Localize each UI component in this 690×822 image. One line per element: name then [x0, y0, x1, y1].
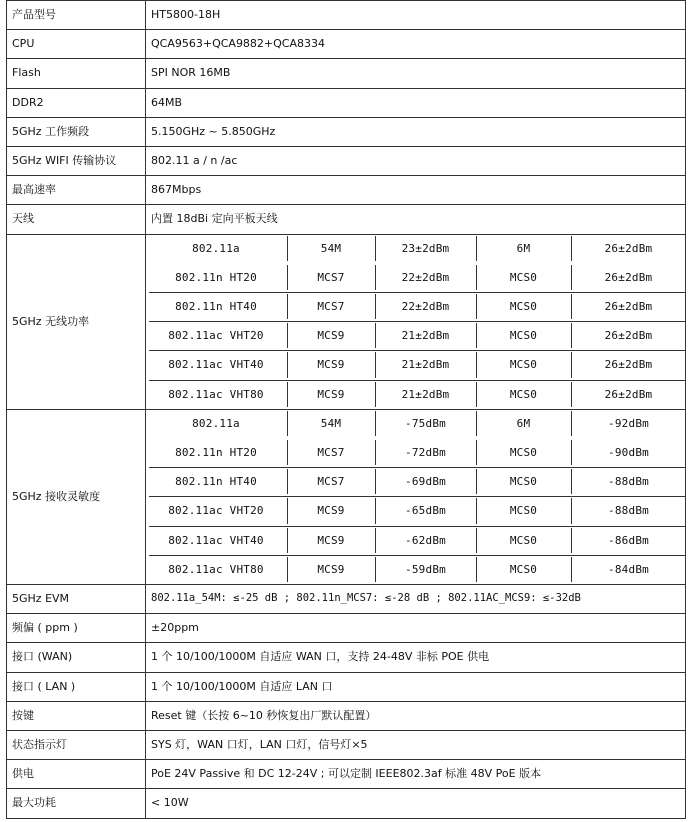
sensitivity-table-cell: -62dBm [405, 533, 446, 547]
power-table-cell: 26±2dBm [604, 300, 653, 314]
power-table-cell: MCS0 [509, 358, 538, 372]
column-divider [287, 469, 288, 494]
sensitivity-table-cell: -88dBm [608, 504, 649, 518]
column-divider [476, 440, 477, 465]
column-divider [145, 788, 146, 817]
spec-label: 接口 ( LAN ) [12, 679, 76, 693]
column-divider [375, 323, 376, 348]
spec-value: ±20ppm [151, 621, 199, 635]
power-table-cell: MCS9 [317, 358, 345, 372]
sensitivity-table-cell: MCS7 [317, 446, 345, 460]
column-divider [571, 352, 572, 377]
column-divider [476, 411, 477, 436]
column-divider [476, 469, 477, 494]
power-table-cell: MCS0 [509, 270, 538, 284]
sensitivity-table-cell: MCS0 [509, 562, 538, 576]
column-divider [571, 294, 572, 319]
sensitivity-table-cell: 54M [320, 416, 342, 430]
column-divider [476, 236, 477, 261]
column-divider [375, 265, 376, 290]
power-table-cell: 6M [516, 241, 531, 255]
spec-label: 产品型号 [12, 8, 56, 22]
column-divider [287, 352, 288, 377]
column-divider [571, 265, 572, 290]
column-divider [145, 613, 146, 642]
power-table-cell: 21±2dBm [401, 329, 450, 343]
column-divider [476, 528, 477, 553]
sensitivity-table-cell: MCS7 [317, 475, 345, 489]
spec-value: 64MB [151, 95, 183, 109]
power-table-cell: 21±2dBm [401, 387, 450, 401]
spec-value: 802.11a_54M: ≤-25 dB ; 802.11n_MCS7: ≤-28 dB ; 802.11AC_MCS9: ≤-32dB [151, 592, 581, 605]
column-divider [476, 323, 477, 348]
sensitivity-table-label: 5GHz 接收灵敏度 [12, 489, 101, 503]
sensitivity-table-cell: -69dBm [405, 475, 446, 489]
power-table-cell: 26±2dBm [604, 329, 653, 343]
spec-label: DDR2 [12, 95, 44, 109]
sensitivity-table-cell: -88dBm [608, 475, 649, 489]
spec-value: 867Mbps [151, 183, 202, 197]
column-divider [287, 411, 288, 436]
column-divider [476, 382, 477, 407]
column-divider [145, 146, 146, 175]
column-divider [476, 265, 477, 290]
column-divider [375, 411, 376, 436]
column-divider [685, 0, 686, 819]
column-divider [287, 323, 288, 348]
power-table-cell: 802.11a [192, 241, 240, 255]
column-divider [476, 294, 477, 319]
sensitivity-table-cell: MCS0 [509, 446, 538, 460]
spec-value: HT5800-18H [151, 8, 221, 22]
spec-value: 5.150GHz ~ 5.850GHz [151, 124, 276, 138]
sensitivity-table-cell: MCS9 [317, 562, 345, 576]
column-divider [375, 469, 376, 494]
sensitivity-table-cell: -75dBm [405, 416, 446, 430]
column-divider [145, 29, 146, 58]
spec-label: 接口 (WAN) [12, 650, 73, 664]
power-table-cell: MCS0 [509, 387, 538, 401]
spec-label: 按键 [12, 708, 34, 722]
column-divider [287, 498, 288, 523]
power-table-cell: 22±2dBm [401, 300, 450, 314]
column-divider [571, 236, 572, 261]
power-table-cell: 26±2dBm [604, 387, 653, 401]
column-divider [375, 528, 376, 553]
spec-value: 内置 18dBi 定向平板天线 [151, 212, 278, 226]
power-table-cell: 802.11n HT40 [175, 300, 257, 314]
column-divider [375, 236, 376, 261]
spec-value: Reset 键（长按 6~10 秒恢复出厂默认配置） [151, 708, 377, 722]
sensitivity-table-cell: MCS0 [509, 475, 538, 489]
column-divider [145, 730, 146, 759]
sensitivity-table-cell: 6M [516, 416, 531, 430]
power-table-cell: 23±2dBm [401, 241, 450, 255]
sensitivity-table-cell: -72dBm [405, 446, 446, 460]
column-divider [145, 88, 146, 117]
sensitivity-table-cell: 802.11n HT20 [175, 446, 257, 460]
power-table-cell: MCS9 [317, 387, 345, 401]
column-divider [145, 175, 146, 204]
power-table-cell: 26±2dBm [604, 358, 653, 372]
sensitivity-table-cell: MCS9 [317, 504, 345, 518]
power-table-cell: MCS0 [509, 300, 538, 314]
column-divider [375, 382, 376, 407]
spec-label: 频偏 ( ppm ) [12, 621, 78, 635]
column-divider [287, 382, 288, 407]
spec-label: Flash [12, 66, 41, 80]
sensitivity-table-cell: 802.11a [192, 416, 240, 430]
spec-label: 天线 [12, 212, 34, 226]
spec-value: 1 个 10/100/1000M 自适应 LAN 口 [151, 679, 333, 693]
sensitivity-table-cell: 802.11ac VHT80 [168, 562, 264, 576]
sensitivity-table-cell: -59dBm [405, 562, 446, 576]
sensitivity-table-cell: -90dBm [608, 446, 649, 460]
sensitivity-table-cell: 802.11ac VHT40 [168, 533, 264, 547]
column-divider [476, 498, 477, 523]
power-table-cell: MCS0 [509, 329, 538, 343]
spec-label: 状态指示灯 [12, 738, 67, 752]
column-divider [287, 265, 288, 290]
spec-value: SPI NOR 16MB [151, 66, 231, 80]
column-divider [287, 440, 288, 465]
power-table-cell: 54M [320, 241, 342, 255]
power-table-label: 5GHz 无线功率 [12, 314, 90, 328]
spec-label: 5GHz EVM [12, 592, 70, 606]
column-divider [145, 642, 146, 671]
column-divider [145, 701, 146, 730]
sensitivity-table-cell: MCS9 [317, 533, 345, 547]
spec-label: 5GHz 工作频段 [12, 124, 90, 138]
column-divider [375, 498, 376, 523]
column-divider [476, 352, 477, 377]
spec-label: 最高速率 [12, 183, 56, 197]
sensitivity-table-cell: -84dBm [608, 562, 649, 576]
sensitivity-table-cell: -65dBm [405, 504, 446, 518]
column-divider [476, 557, 477, 582]
spec-label: 5GHz WIFI 传输协议 [12, 154, 117, 168]
power-table-cell: 22±2dBm [401, 270, 450, 284]
spec-label: CPU [12, 37, 35, 51]
row-divider [6, 818, 686, 819]
column-divider [375, 440, 376, 465]
spec-value: 802.11 a / n /ac [151, 154, 238, 168]
column-divider [571, 323, 572, 348]
power-table-cell: 26±2dBm [604, 270, 653, 284]
column-divider [375, 294, 376, 319]
column-divider [145, 759, 146, 788]
power-table-cell: 802.11n HT20 [175, 270, 257, 284]
sensitivity-table-cell: -86dBm [608, 533, 649, 547]
column-divider [571, 440, 572, 465]
sensitivity-table-cell: MCS0 [509, 504, 538, 518]
sensitivity-table-cell: 802.11ac VHT20 [168, 504, 264, 518]
spec-label: 最大功耗 [12, 796, 56, 810]
sensitivity-table-cell: MCS0 [509, 533, 538, 547]
column-divider [375, 557, 376, 582]
spec-value: QCA9563+QCA9882+QCA8334 [151, 37, 326, 51]
sensitivity-table-cell: 802.11n HT40 [175, 475, 257, 489]
column-divider [145, 0, 146, 29]
column-divider [287, 294, 288, 319]
column-divider [571, 498, 572, 523]
spec-label: 供电 [12, 767, 34, 781]
power-table-cell: 21±2dBm [401, 358, 450, 372]
power-table-cell: MCS9 [317, 329, 345, 343]
power-table-cell: 26±2dBm [604, 241, 653, 255]
spec-table [6, 0, 686, 820]
spec-value: PoE 24V Passive 和 DC 12-24V ; 可以定制 IEEE802.3af 标准 48V PoE 版本 [151, 767, 542, 781]
power-table-cell: MCS7 [317, 270, 345, 284]
spec-value: 1 个 10/100/1000M 自适应 WAN 口，支持 24-48V 非标 POE 供电 [151, 650, 490, 664]
column-divider [571, 469, 572, 494]
column-divider [571, 411, 572, 436]
power-table-cell: MCS7 [317, 300, 345, 314]
power-table-cell: 802.11ac VHT80 [168, 387, 264, 401]
column-divider [571, 382, 572, 407]
column-divider [145, 584, 146, 613]
power-table-cell: 802.11ac VHT40 [168, 358, 264, 372]
column-divider [571, 528, 572, 553]
column-divider [6, 0, 7, 819]
power-table-cell: 802.11ac VHT20 [168, 329, 264, 343]
column-divider [571, 557, 572, 582]
column-divider [287, 236, 288, 261]
column-divider [145, 58, 146, 87]
spec-value: SYS 灯，WAN 口灯，LAN 口灯，信号灯×5 [151, 738, 368, 752]
column-divider [145, 672, 146, 701]
column-divider [287, 557, 288, 582]
sensitivity-table-cell: -92dBm [608, 416, 649, 430]
column-divider [287, 528, 288, 553]
column-divider [375, 352, 376, 377]
column-divider [145, 117, 146, 146]
spec-value: < 10W [151, 796, 189, 810]
column-divider [145, 204, 146, 233]
